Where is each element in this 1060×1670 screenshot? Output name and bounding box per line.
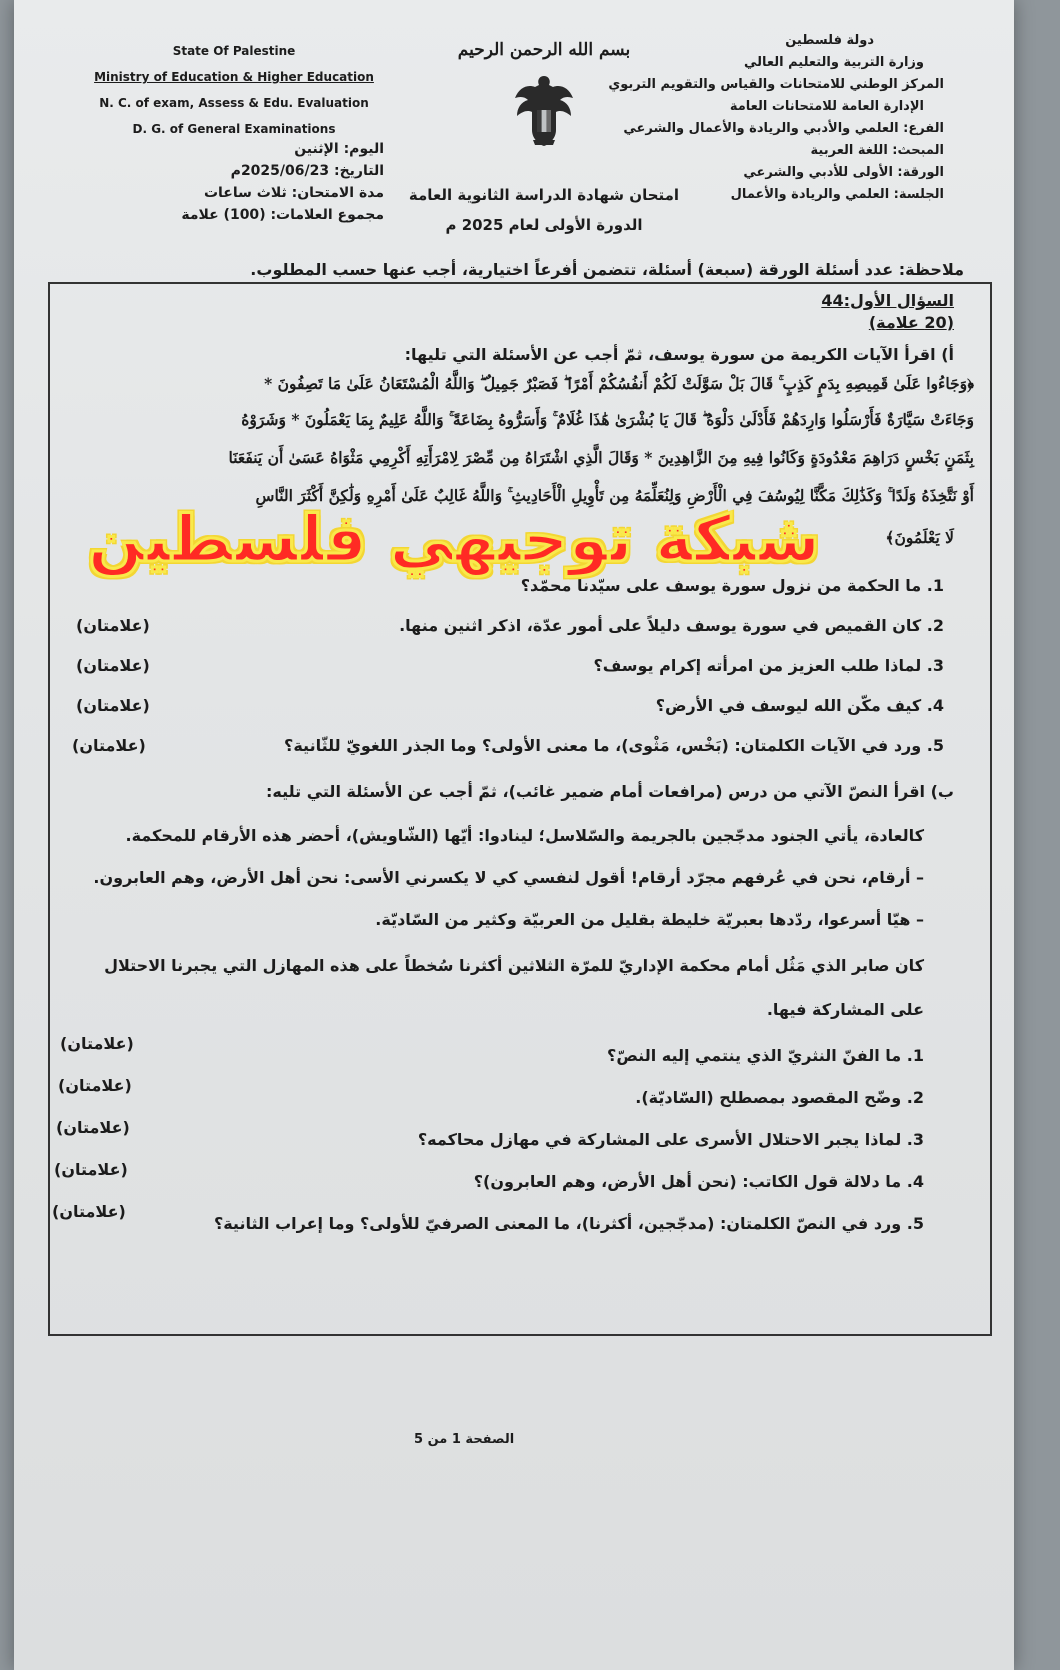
part-a-question: 1. ما الحكمة من نزول سورة يوسف على سيّدنا محمّد؟ [520,576,944,595]
question-marks: (علامتان) [54,1160,128,1179]
exam-round: الدورة الأولى لعام 2025 م [445,216,643,234]
question-one-marks: (20 علامة) [868,313,954,332]
verse-line: ﴿وَجَاءُوا عَلَىٰ قَمِيصِهِ بِدَمٍ كَذِبٍ ۚ قَالَ بَلْ سَوَّلَتْ لَكُمْ أَنفُسُكُمْ أَمْرًا ۖ فَصَبْرٌ جَمِيلٌ ۖ وَاللَّهُ الْمُسْتَعَانُ عَلَىٰ مَا تَصِفُونَ * [264,374,974,393]
exam-info [134,138,384,226]
center-en: N. C. of exam, Assess & Edu. Evaluation [99,96,369,110]
verse-line: لَا يَعْلَمُونَ﴾ [885,528,954,547]
question-marks: (علامتان) [60,1034,134,1053]
part-b-question: 3. لماذا يجبر الاحتلال الأسرى على المشاركة في مهازل محاكمه؟ [417,1130,924,1149]
passage-line: كالعادة، يأتي الجنود مدجّجين بالجريمة والسّلاسل؛ لينادوا: أيّها (الشّاويش)، أحضر هذه الأرقام للمحكمة. [125,826,924,845]
ministry-ar: وزارة التربية والتعليم العالي [743,55,924,70]
question-marks: (علامتان) [58,1076,132,1095]
state-ar: دولة فلسطين [785,33,874,48]
page-number: الصفحة 1 من 5 [414,1432,515,1447]
header-english [74,38,394,142]
exam-note: ملاحظة: عدد أسئلة الورقة (سبعة) أسئلة، تتضمن أفرعاً اختيارية، أجب عنها حسب المطلوب. [250,260,964,279]
part-a-question: 5. ورد في الآيات الكلمتان: (بَخْس، مَثْوى)، ما معنى الأولى؟ وما الجذر اللغويّ للثّانية؟ [284,736,944,755]
verse-line: وَجَاءَتْ سَيَّارَةٌ فَأَرْسَلُوا وَارِدَهُمْ فَأَدْلَىٰ دَلْوَهُ ۖ قَالَ يَا بُشْرَىٰ هَٰذَا غُلَامٌ ۚ وَأَسَرُّوهُ بِضَاعَةً ۚ وَاللَّهُ عَلِيمٌ بِمَا يَعْمَلُونَ * وَشَرَوْهُ [241,410,974,429]
branch-ar: الفرع: العلمي والأدبي والريادة والأعمال والشرعي [623,121,944,136]
passage-line: – هيّا أسرعوا، ردّدها بعبريّة خليطة بقليل من العربيّة وكثير من السّاديّة. [375,910,924,929]
exam-title: امتحان شهادة الدراسة الثانوية العامة [408,186,680,204]
exam-title-block [384,180,704,240]
part-a-question: 2. كان القميص في سورة يوسف دليلاً على أمور عدّة، اذكر اثنين منها. [399,616,944,635]
passage-line: على المشاركة فيها. [766,1000,924,1019]
directorate-ar: الإدارة العامة للامتحانات العامة [729,99,924,114]
exam-total: مجموع العلامات: (100) علامة [181,207,384,223]
part-a-intro: أ) اقرأ الآيات الكريمة من سورة يوسف، ثمّ أجب عن الأسئلة التي تليها: [404,345,954,364]
exam-duration: مدة الامتحان: ثلاث ساعات [203,185,384,201]
question-one-label: السؤال الأول:44 [821,291,954,310]
watermark-banner: شبكة توجيهي فلسطين [87,503,821,577]
question-marks: (علامتان) [72,736,146,755]
paper-ar: الورقة: الأولى للأدبي والشرعي [743,165,944,180]
part-b-question: 2. وضّح المقصود بمصطلح (السّاديّة). [635,1088,924,1107]
passage-line: – أرقام، نحن في عُرفهم مجرّد أرقام! أقول لنفسي كي لا يكسرني الأسى: نحن أهل الأرض، وهم العابرون. [93,868,924,887]
exam-day: اليوم: الإثنين [294,141,384,157]
exam-date: التاريخ: 2025/06/23م [230,163,384,179]
exam-paper [14,0,1014,1670]
state-en: State Of Palestine [172,44,296,58]
part-a-question: 3. لماذا طلب العزيز من امرأته إكرام يوسف؟ [593,656,944,675]
question-marks: (علامتان) [56,1118,130,1137]
session-ar: الجلسة: العلمي والريادة والأعمال [730,187,944,202]
part-a-question: 4. كيف مكّن الله ليوسف في الأرض؟ [655,696,944,715]
question-marks: (علامتان) [52,1202,126,1221]
part-b-intro: ب) اقرأ النصّ الآتي من درس (مرافعات أمام ضمير غائب)، ثمّ أجب عن الأسئلة التي تليه: [265,782,954,801]
part-b-question: 4. ما دلالة قول الكاتب: (نحن أهل الأرض، وهم العابرون)؟ [473,1172,924,1191]
basmala: بسم الله الرحمن الرحيم [457,40,631,60]
ministry-en: Ministry of Education & Higher Education [94,70,374,84]
verse-line: أَوْ نَتَّخِذَهُ وَلَدًا ۚ وَكَذَٰلِكَ مَكَّنَّا لِيُوسُفَ فِي الْأَرْضِ وَلِنُعَلِّمَهُ مِن تَأْوِيلِ الْأَحَادِيثِ ۚ وَاللَّهُ غَالِبٌ عَلَىٰ أَمْرِهِ وَلَٰكِنَّ أَكْثَرَ النَّاسِ [255,486,974,505]
passage-line: كان صابر الذي مَثُل أمام محكمة الإداريّ للمرّة الثلاثين أكثرنا سُخطاً على هذه المهازل التي يجبرنا الاحتلال [104,956,924,975]
question-marks: (علامتان) [76,656,150,675]
verse-line: بِثَمَنٍ بَخْسٍ دَرَاهِمَ مَعْدُودَةٍ وَكَانُوا فِيهِ مِنَ الزَّاهِدِينَ * وَقَالَ الَّذِي اشْتَرَاهُ مِن مِّصْرَ لِامْرَأَتِهِ أَكْرِمِي مَثْوَاهُ عَسَىٰ أَن يَنفَعَنَا [228,448,974,467]
question-marks: (علامتان) [76,696,150,715]
part-b-question: 1. ما الفنّ النثريّ الذي ينتمي إليه النصّ؟ [607,1046,924,1065]
question-one-title [821,290,954,334]
question-marks: (علامتان) [76,616,150,635]
subject-ar: المبحث: اللغة العربية [810,143,944,158]
directorate-en: D. G. of General Examinations [132,122,336,136]
center-ar: المركز الوطني للامتحانات والقياس والتقويم التربوي [608,77,944,92]
part-b-question: 5. ورد في النصّ الكلمتان: (مدجّجين، أكثرنا)، ما المعنى الصرفيّ للأولى؟ وما إعراب الثانية؟ [213,1214,924,1233]
eagle-emblem-icon [509,70,579,150]
